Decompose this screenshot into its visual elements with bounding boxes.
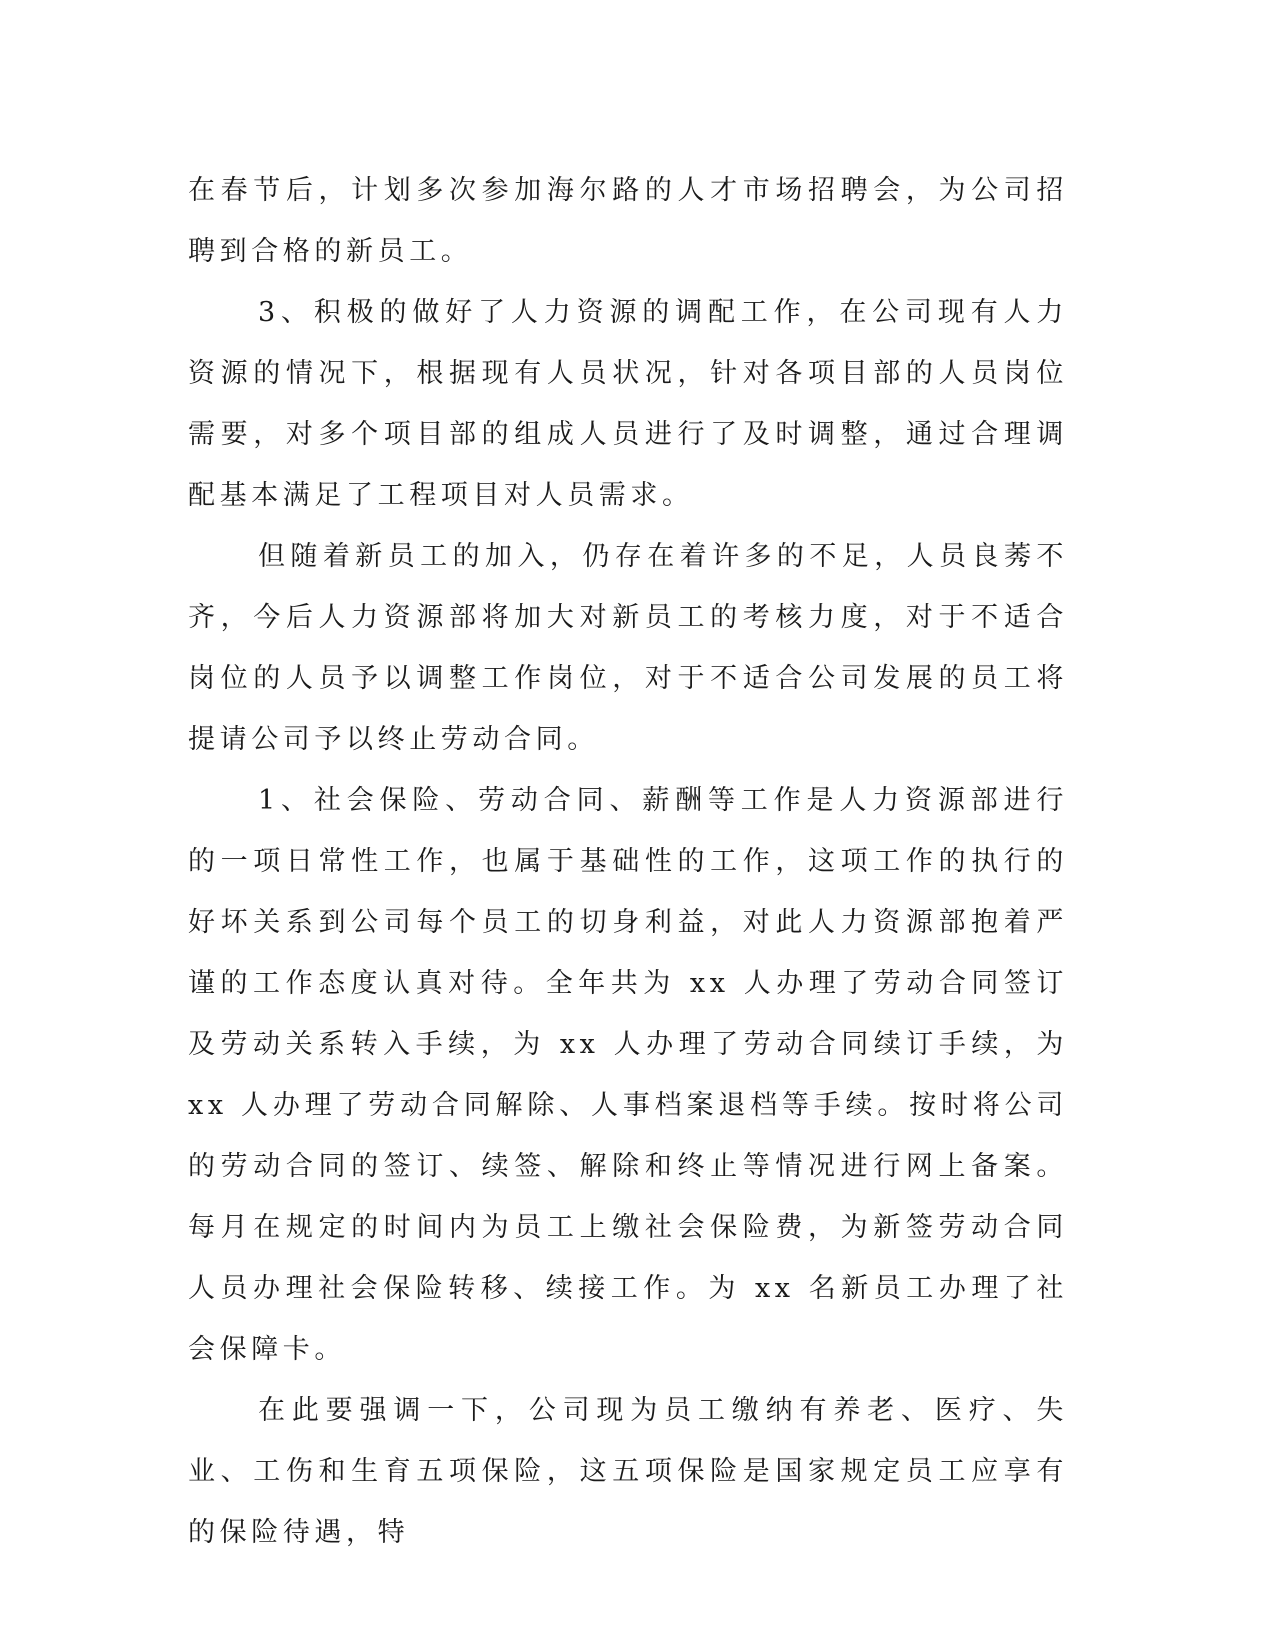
document-body [188,160,1068,1563]
paragraph-social-insurance-contracts: 1、社会保险、劳动合同、薪酬等工作是人力资源部进行的一项日常性工作，也属于基础性的工作，这项工作的执行的好坏关系到公司每个员工的切身利益，对此人力资源部抱着严谨的工作态度认真对待。全年共为 xx 人办理了劳动合同签订及劳动关系转入手续，为 xx 人办理了劳动合同续订手续，为 xx 人办理了劳动合同解除、人事档案退档等手续。按时将公司的劳动合同的签订、续签、解除和终止等情况进行网上备案。每月在规定的时间内为员工上缴社会保险费，为新签劳动合同人员办理社会保险转移、续接工作。为 xx 名新员工办理了社会保障卡。 [188,785,1068,1365]
paragraph-new-staff-assessment: 但随着新员工的加入，仍存在着许多的不足，人员良莠不齐，今后人力资源部将加大对新员工的考核力度，对于不适合岗位的人员予以调整工作岗位，对于不适合公司发展的员工将提请公司予以终止劳动合同。 [188,541,1068,755]
paragraph-staff-allocation: 3、积极的做好了人力资源的调配工作，在公司现有人力资源的情况下，根据现有人员状况，针对各项目部的人员岗位需要，对多个项目部的组成人员进行了及时调整，通过合理调配基本满足了工程项目对人员需求。 [188,297,1068,511]
paragraph-five-insurances: 在此要强调一下，公司现为员工缴纳有养老、医疗、失业、工伤和生育五项保险，这五项保险是国家规定员工应享有的保险待遇，特 [188,1395,1068,1548]
paragraph-recruitment: 在春节后，计划多次参加海尔路的人才市场招聘会，为公司招聘到合格的新员工。 [188,175,1068,267]
